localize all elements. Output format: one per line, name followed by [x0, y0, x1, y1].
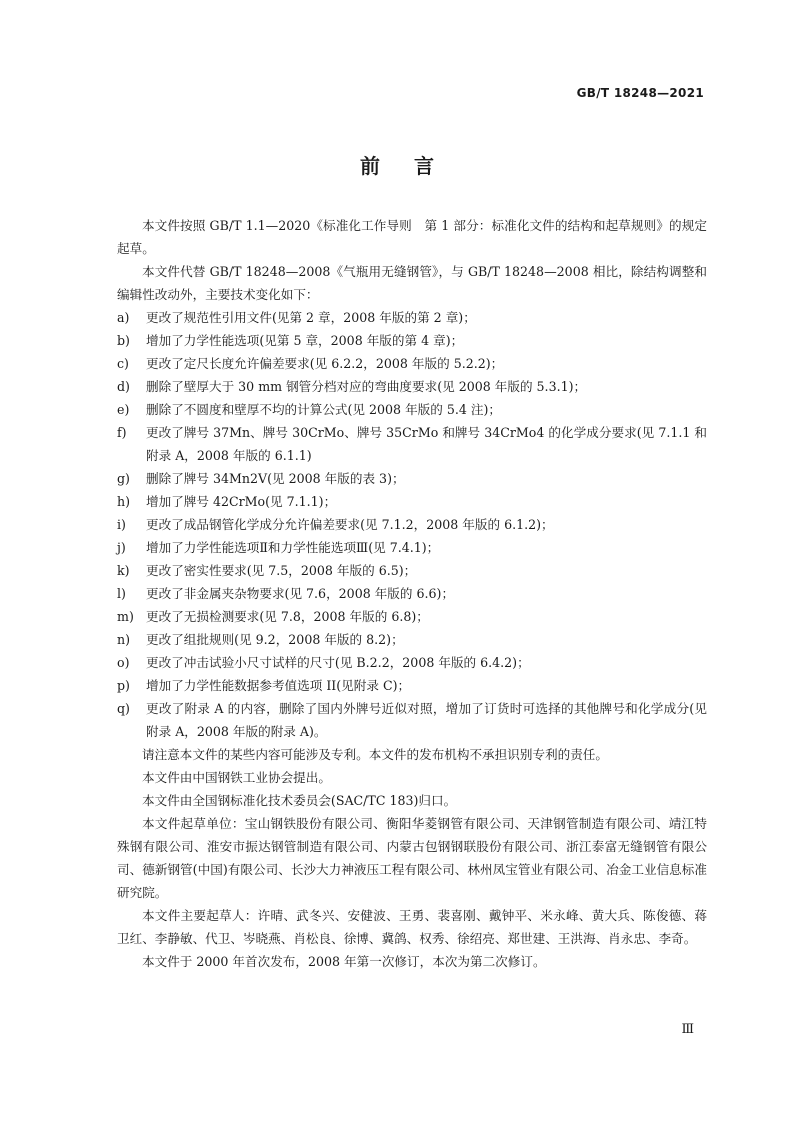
- changes-list: [117, 306, 707, 743]
- list-item-text: 增加了力学性能选项Ⅱ和力学性能选项Ⅲ(见 7.4.1)；: [146, 540, 440, 555]
- list-item-label: k): [117, 563, 130, 578]
- list-item: [117, 513, 707, 536]
- list-item-label: d): [117, 379, 130, 394]
- list-item: [117, 697, 707, 743]
- list-item: [117, 651, 707, 674]
- proposer-paragraph: 本文件由中国钢铁工业协会提出。: [142, 770, 331, 785]
- list-item-label: n): [117, 632, 131, 647]
- list-item: [117, 306, 707, 329]
- list-item: [117, 329, 707, 352]
- intro-paragraph: 本文件代替 GB/T 18248—2008《气瓶用无缝钢管》，与 GB/T 18248—2008 相比，除结构调整和编辑性改动外，主要技术变化如下：: [117, 264, 707, 302]
- list-item-label: h): [117, 494, 131, 509]
- list-item: [117, 352, 707, 375]
- list-item-text: 更改了附录 A 的内容，删除了国内外牌号近似对照，增加了订货时可选择的其他牌号和化学成分(见附录 A，2008 年版的附录 A)。: [146, 701, 707, 739]
- list-item-text: 更改了冲击试验小尺寸试样的尺寸(见 B.2.2，2008 年版的 6.4.2)；: [146, 655, 530, 670]
- list-item: [117, 559, 707, 582]
- list-item-text: 删除了壁厚大于 30 mm 钢管分档对应的弯曲度要求(见 2008 年版的 5.3.1)；: [146, 379, 587, 394]
- list-item-text: 更改了定尺长度允许偏差要求(见 6.2.2，2008 年版的 5.2.2)；: [146, 356, 504, 371]
- intro-paragraph: 本文件按照 GB/T 1.1—2020《标准化工作导则 第 1 部分：标准化文件的结构和起草规则》的规定起草。: [117, 218, 707, 256]
- list-item: [117, 605, 707, 628]
- list-item-label: a): [117, 310, 130, 325]
- list-item: [117, 490, 707, 513]
- list-item-text: 更改了密实性要求(见 7.5，2008 年版的 6.5)；: [146, 563, 417, 578]
- list-item-text: 更改了非金属夹杂物要求(见 7.6，2008 年版的 6.6)；: [146, 586, 455, 601]
- foreword-body: [117, 214, 707, 973]
- patent-notice: 请注意本文件的某些内容可能涉及专利。本文件的发布机构不承担识别专利的责任。: [142, 747, 608, 762]
- drafters-paragraph: 本文件主要起草人：许晴、武冬兴、安健波、王勇、裴喜刚、戴钟平、米永峰、黄大兵、陈俊德、蒋卫红、李静敏、代卫、岑晓燕、肖松良、徐博、冀鸽、权秀、徐绍亮、郑世建、王洪海、肖永忠、李奇。: [117, 908, 707, 946]
- list-item-text: 删除了牌号 34Mn2V(见 2008 年版的表 3)；: [146, 471, 405, 486]
- list-item-label: m): [117, 609, 134, 624]
- list-item: [117, 582, 707, 605]
- list-item-label: j): [117, 540, 126, 555]
- list-item-text: 更改了牌号 37Mn、牌号 30CrMo、牌号 35CrMo 和牌号 34CrMo4 的化学成分要求(见 7.1.1 和附录 A，2008 年版的 6.1.1): [146, 425, 707, 463]
- list-item-label: g): [117, 471, 130, 486]
- list-item: [117, 467, 707, 490]
- list-item-label: o): [117, 655, 130, 670]
- list-item: [117, 674, 707, 697]
- list-item-text: 增加了力学性能数据参考值选项 II(见附录 C)；: [146, 678, 411, 693]
- list-item-text: 更改了组批规则(见 9.2，2008 年版的 8.2)；: [146, 632, 404, 647]
- list-item: [117, 536, 707, 559]
- list-item-label: c): [117, 356, 129, 371]
- list-item: [117, 375, 707, 398]
- list-item-label: q): [117, 701, 130, 716]
- list-item-label: l): [117, 586, 126, 601]
- list-item-label: e): [117, 402, 130, 417]
- committee-paragraph: 本文件由全国钢标准化技术委员会(SAC/TC 183)归口。: [142, 793, 457, 808]
- list-item: [117, 421, 707, 467]
- list-item: [117, 398, 707, 421]
- list-item-text: 更改了规范性引用文件(见第 2 章，2008 年版的第 2 章)；: [146, 310, 476, 325]
- list-item-label: i): [117, 517, 126, 532]
- history-paragraph: 本文件于 2000 年首次发布，2008 年第一次修订，本次为第二次修订。: [142, 954, 546, 969]
- list-item-text: 增加了牌号 42CrMo(见 7.1.1)；: [146, 494, 337, 509]
- list-item-label: b): [117, 333, 130, 348]
- standard-code: GB/T 18248—2021: [576, 86, 704, 100]
- list-item: [117, 628, 707, 651]
- drafting-units-paragraph: 本文件起草单位：宝山钢铁股份有限公司、衡阳华菱钢管有限公司、天津钢管制造有限公司、靖江特殊钢有限公司、淮安市振达钢管制造有限公司、内蒙古包钢钢联股份有限公司、浙江泰富无缝钢管有限公司、德新钢管(中国)有限公司、长沙大力神液压工程有限公司、林州凤宝管业有限公司、冶金工业信息标准研究院。: [117, 816, 707, 900]
- list-item-label: p): [117, 678, 130, 693]
- list-item-text: 更改了成品钢管化学成分允许偏差要求(见 7.1.2，2008 年版的 6.1.2)；: [146, 517, 554, 532]
- list-item-label: f): [117, 425, 127, 440]
- page-title: 前言: [360, 154, 468, 178]
- page-number: Ⅲ: [681, 1022, 694, 1037]
- list-item-text: 增加了力学性能选项(见第 5 章，2008 年版的第 4 章)；: [146, 333, 464, 348]
- list-item-text: 更改了无损检测要求(见 7.8，2008 年版的 6.8)；: [146, 609, 429, 624]
- list-item-text: 删除了不圆度和壁厚不均的计算公式(见 2008 年版的 5.4 注)；: [146, 402, 501, 417]
